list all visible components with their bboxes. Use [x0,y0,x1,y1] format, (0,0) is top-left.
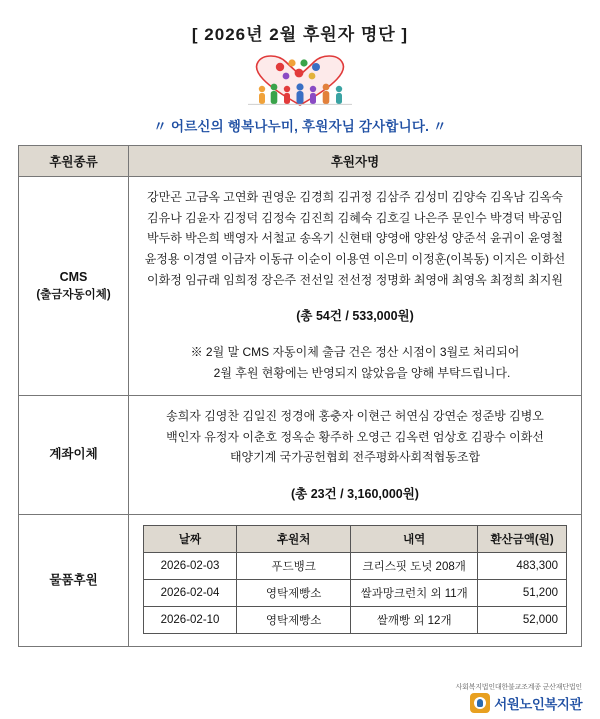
cms-name-line: 김유나 김윤자 김정덕 김정숙 김진희 김혜숙 김호길 나은주 문인수 박경덕 박공임 [147,210,563,225]
goods-cell-amount: 483,300 [478,552,567,579]
row-donors-transfer [129,395,582,514]
row-kind-cms [19,177,129,396]
cms-name-line: 윤정용 이경열 이금자 이동규 이순이 이용연 이은미 이정훈(이복동) 이지은 이화선 [144,251,566,266]
cms-name-line: 강만곤 고금옥 고연화 권영운 김경희 김귀정 김삼주 김성미 김양숙 김옥남 김옥숙 [147,190,563,204]
goods-donation-table [143,525,567,634]
header-kind: 후원종류 [19,146,129,177]
goods-header-donor: 후원처 [237,525,351,552]
page-title: [ 2026년 2월 후원자 명단 ] [191,25,409,44]
goods-cell-amount: 51,200 [478,579,567,606]
cms-name-line: 박두하 박은희 백영자 서철교 송옥기 신현태 양영애 양완성 양준석 윤귀이 윤영철 [147,231,563,246]
transfer-name-line: 백인자 유정자 이춘호 정옥순 황주하 오영근 김옥련 엄상호 김광수 이화선 [166,429,544,444]
logo-row [456,693,582,713]
goods-header-desc: 내역 [351,525,478,552]
table-row-cms [19,177,582,396]
goods-cell-amount: 52,000 [478,606,567,633]
seowon-welfare-center-logo-icon [470,693,490,713]
cms-name-line: 이화정 임규래 임희정 장은주 전선일 전선정 정명화 최영애 최영옥 최정희 최지원 [147,272,563,287]
table-row [144,552,567,579]
row-kind-cms-label: CMS [59,269,88,284]
transfer-name-line: 태양기계 국가공헌협회 전주평화사회적협동조합 [229,450,481,465]
cms-note-line2: 2월 후원 현황에는 반영되지 않았음을 양해 부탁드립니다. [213,365,511,380]
slogan-text: 〃 어르신의 행복나누미, 후원자님 감사합니다. 〃 [153,119,447,134]
cms-total: (총 54건 / 533,000원) [296,309,414,324]
donor-list-table [18,145,582,647]
header-donors: 후원자명 [129,146,582,177]
heart-with-people-illustration [200,49,400,109]
row-kind-transfer-label: 계좌이체 [49,447,98,462]
row-kind-transfer [19,395,129,514]
footer-affiliation: 사회복지법인대한불교조계종 군산재단법인 [455,684,582,691]
table-row [144,579,567,606]
goods-cell-donor: 영탁제빵소 [237,579,351,606]
goods-header-amount: 환산금액(원) [478,525,567,552]
goods-cell-donor: 푸드뱅크 [237,552,351,579]
cms-note-line1: ※ 2월 말 CMS 자동이체 출금 건은 정산 시점이 3월로 처리되어 [190,345,520,360]
table-row-goods [19,514,582,646]
goods-cell-date: 2026-02-04 [144,579,237,606]
row-kind-goods [19,514,129,646]
transfer-total: (총 23건 / 3,160,000원) [291,486,419,501]
table-header-row [19,146,582,177]
goods-header-row [144,525,567,552]
row-kind-goods-label: 물품후원 [49,572,98,587]
goods-cell-date: 2026-02-03 [144,552,237,579]
goods-cell-date: 2026-02-10 [144,606,237,633]
goods-cell-desc: 쌀깨빵 외 12개 [351,606,478,633]
cms-name-lines [141,187,569,290]
table-row [144,606,567,633]
footer-logo-block [456,682,582,713]
transfer-name-lines [141,406,569,468]
footer-org-name: 서원노인복지관 [494,697,582,712]
row-kind-cms-sublabel: (출금자동이체) [36,288,111,301]
transfer-name-line: 송희자 김영찬 김일진 정경애 홍충자 이현근 허연심 강연순 정준방 김병오 [166,408,544,423]
goods-cell-desc: 쌀과망크런치 외 11개 [351,579,478,606]
row-goods-detail [129,514,582,646]
goods-cell-desc: 크리스핏 도넛 208개 [351,552,478,579]
goods-cell-donor: 영탁제빵소 [237,606,351,633]
cms-note [141,342,569,383]
row-donors-cms [129,177,582,396]
goods-header-date: 날짜 [144,525,237,552]
table-row-transfer [19,395,582,514]
